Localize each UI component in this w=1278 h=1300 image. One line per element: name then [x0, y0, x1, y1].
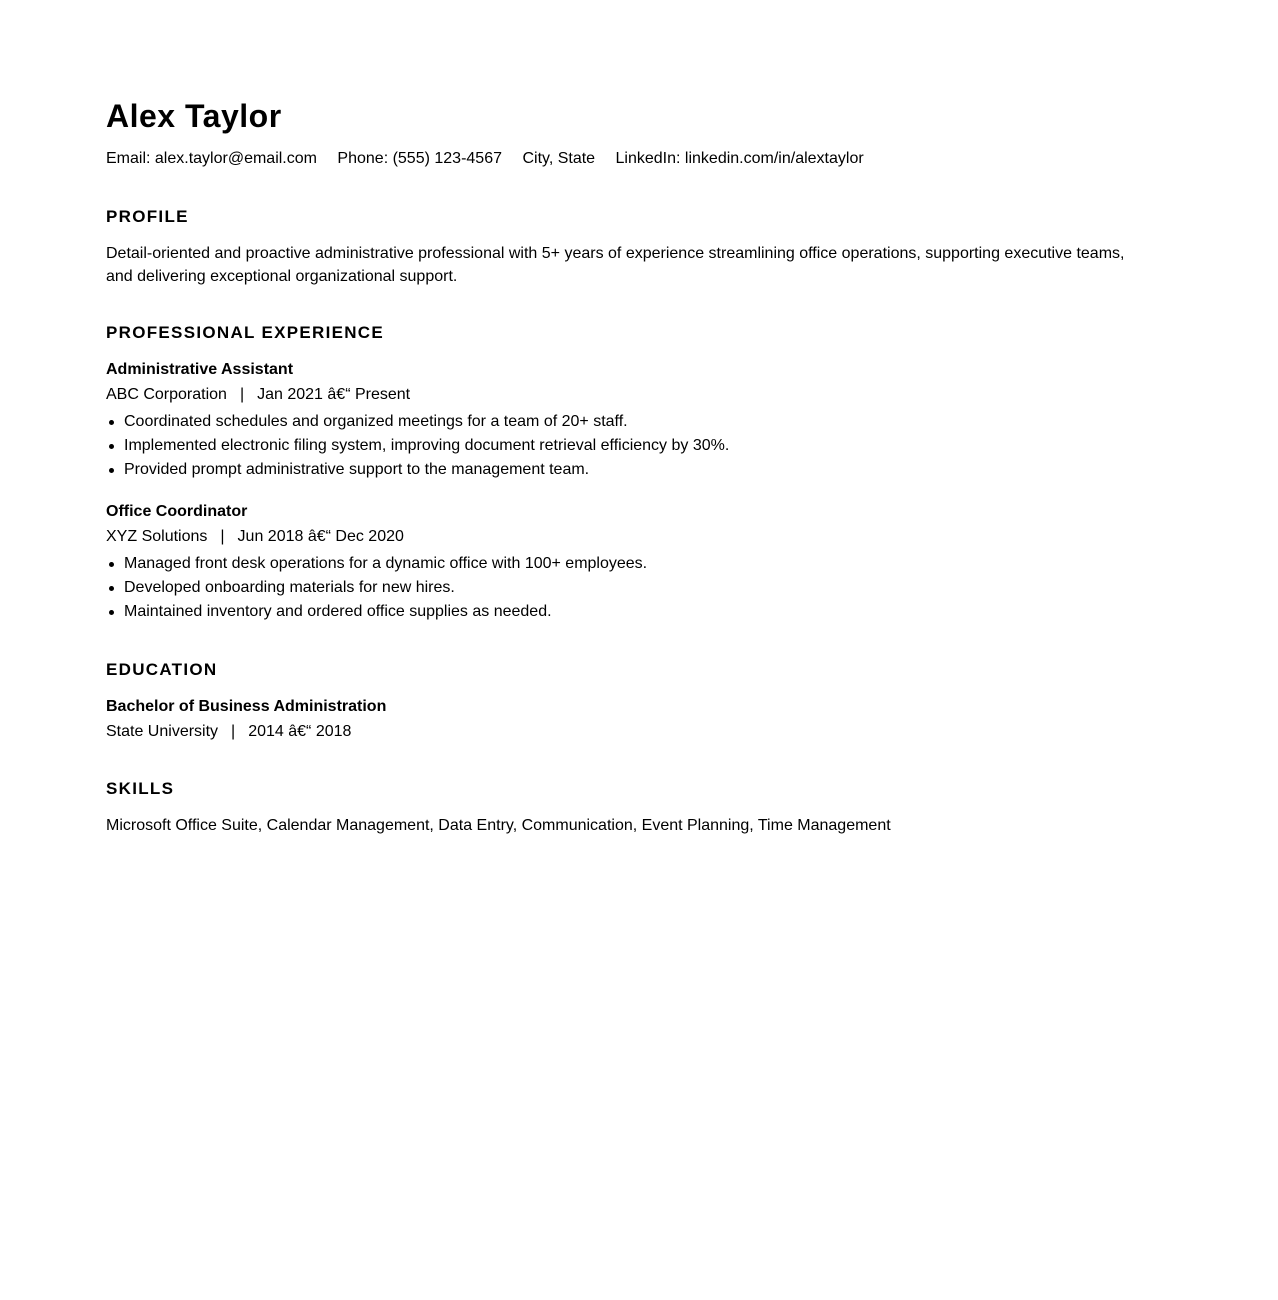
skills-heading: SKILLS [106, 779, 175, 798]
meta-separator: | [220, 528, 225, 545]
skills-list: Microsoft Office Suite, Calendar Management, Data Entry, Communication, Event Planning, Time Management [106, 817, 891, 834]
contact-line [106, 149, 880, 169]
job-dates: Jun 2018 â€“ Dec 2020 [237, 528, 404, 545]
list-item: Managed front desk operations for a dynamic office with 100+ employees. [106, 552, 647, 576]
education-heading: EDUCATION [106, 660, 218, 679]
job-meta [106, 385, 410, 405]
job-company: XYZ Solutions [106, 528, 208, 545]
job-title: Administrative Assistant [106, 361, 294, 378]
experience-heading: PROFESSIONAL EXPERIENCE [106, 323, 385, 342]
meta-separator: | [231, 723, 236, 740]
job-dates: Jan 2021 â€“ Present [257, 386, 411, 403]
profile-heading: PROFILE [106, 207, 189, 226]
contact-linkedin: LinkedIn: linkedin.com/in/alextaylor [615, 150, 864, 167]
list-item: Maintained inventory and ordered office supplies as needed. [106, 600, 647, 624]
job-bullet-list [106, 552, 647, 624]
contact-phone: Phone: (555) 123-4567 [337, 150, 502, 167]
job-meta [106, 527, 404, 547]
list-item: Implemented electronic filing system, improving document retrieval efficiency by 30%. [106, 434, 729, 458]
degree-title: Bachelor of Business Administration [106, 698, 387, 715]
education-dates: 2014 â€“ 2018 [248, 723, 352, 740]
school-name: State University [106, 723, 219, 740]
contact-location: City, State [522, 150, 596, 167]
list-item: Coordinated schedules and organized meetings for a team of 20+ staff. [106, 410, 729, 434]
meta-separator: | [239, 386, 245, 403]
job-bullet-list [106, 410, 729, 482]
job-company: ABC Corporation [106, 386, 227, 403]
profile-summary: Detail-oriented and proactive administrative professional with 5+ years of experience streamlining office operations, supporting executive teams, and delivering exceptional organizational support. [106, 245, 1125, 285]
candidate-name: Alex Taylor [106, 98, 282, 134]
list-item: Developed onboarding materials for new hires. [106, 576, 647, 600]
contact-email: Email: alex.taylor@email.com [106, 150, 317, 167]
job-title: Office Coordinator [106, 503, 248, 520]
education-meta [106, 722, 351, 742]
list-item: Provided prompt administrative support to the management team. [106, 458, 729, 482]
